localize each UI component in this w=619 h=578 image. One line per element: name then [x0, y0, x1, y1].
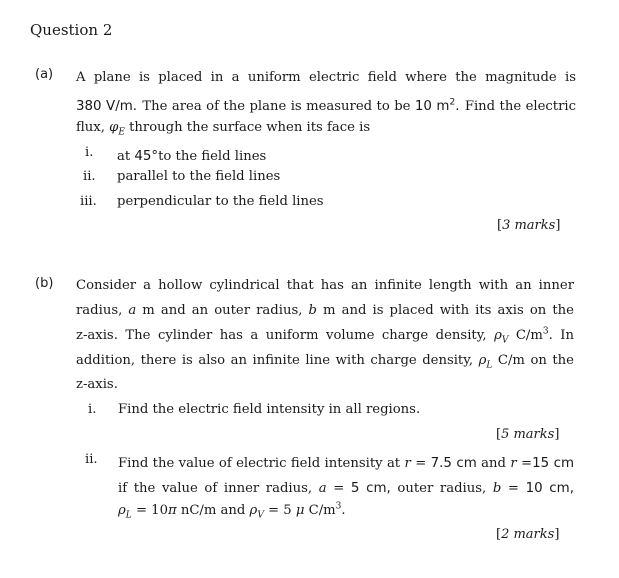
- part-a-marks: [3 marks]: [497, 218, 561, 233]
- part-b-item-2-num: ii.: [85, 452, 98, 467]
- part-b-item-2-line-2: if the value of inner radius, a = 5 cm, outer radius, b = 10 cm,: [118, 481, 574, 496]
- question-title: Question 2: [30, 21, 113, 39]
- part-b-line-3: z-axis. The cylinder has a uniform volume charge density, $\rho_V$ $C/m^3$. In: [76, 326, 575, 346]
- part-b-label: (b): [35, 276, 54, 291]
- part-b-line-5: z-axis.: [76, 377, 118, 392]
- part-b-item-1-marks: [5 marks]: [496, 427, 560, 442]
- part-a-item-1-text: at 45°to the field lines: [117, 149, 267, 164]
- part-a-line-3: flux, $\varphi_E$ through the surface when its face is: [76, 120, 371, 138]
- part-b-item-1-num: i.: [88, 402, 97, 417]
- part-a-line-2: 380 V/m. The area of the plane is measured to be 10 $m^2$. Find the electric: [76, 97, 576, 114]
- part-a-label: (a): [35, 67, 54, 82]
- part-b-line-1: Consider a hollow cylindrical that has an infinite length with an inner: [76, 278, 574, 293]
- part-a-item-1-num: i.: [85, 145, 94, 160]
- part-a-item-2-text: parallel to the field lines: [117, 169, 281, 184]
- part-b-line-4: addition, there is also an infinite line with charge density, $\rho_L$ C/m on the: [76, 353, 574, 371]
- part-b-item-1-text: Find the electric field intensity in all regions.: [118, 402, 421, 417]
- part-b-line-2: radius, a m and an outer radius, b m and is placed with its axis on the: [76, 303, 574, 318]
- part-a-line-1: A plane is placed in a uniform electric field where the magnitude is: [76, 70, 576, 85]
- part-a-item-2-num: ii.: [83, 169, 96, 184]
- part-b-item-2-line-3: $\rho_L = 10\pi$ nC/m and $\rho_V = 5$ μ $C/m^3$.: [118, 501, 346, 521]
- part-a-item-3-text: perpendicular to the field lines: [117, 194, 324, 209]
- part-b-item-2-marks: [2 marks]: [496, 527, 560, 542]
- part-b-item-2-line-1: Find the value of electric field intensity at r = 7.5 cm and r =15 cm: [118, 456, 575, 471]
- part-a-item-3-num: iii.: [80, 194, 97, 209]
